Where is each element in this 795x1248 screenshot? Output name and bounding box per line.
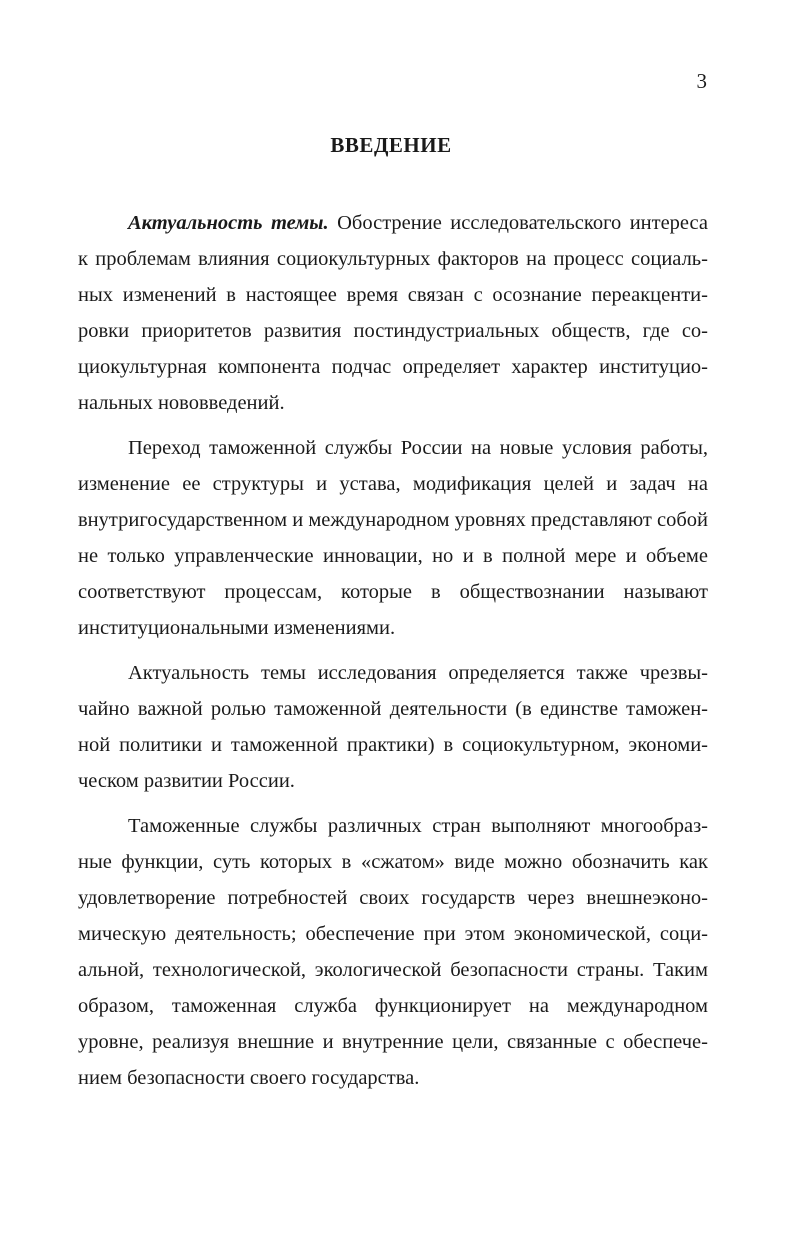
paragraph-text: Таможенные службы различных стран выполняют многообразные функции, суть которых в «сжатом» виде можно обозначить как удовлетворение потребностей своих государств через внешнеэкономическую деятельность; обеспечение при этом экономической, социальной, технологической, экологической безопасности страны. Таким образом, таможенная служба функционирует на международном уровне, реализуя внешние и внутренние цели, связанные с обеспечением безопасности своего государства. (78, 815, 708, 1089)
page-number: 3 (696, 69, 707, 93)
section-title: ВВЕДЕНИЕ (330, 133, 452, 157)
paragraph-text: Переход таможенной службы России на новые условия работы, изменение ее структуры и устава, модификация целей и задач на внутригосударственном и международном уровнях представляют собой не только управленческие инновации, но и в полной мере и объеме соответствуют процессам, которые в обществознании называют институциональными изменениями. (78, 437, 708, 639)
body-text (78, 205, 708, 1105)
paragraph-text: Актуальность темы исследования определяется также чрезвычайно важной ролью таможенной деятельности (в единстве таможенной политики и таможенной практики) в социокультурном, экономическом развитии России. (78, 662, 708, 792)
paragraph-relevance (78, 205, 708, 421)
paragraph-importance (78, 655, 708, 799)
paragraph-transition (78, 430, 708, 646)
paragraph-lead: Актуальность темы. (128, 212, 329, 234)
paragraph-text: Обострение исследовательского интереса к проблемам влияния социокультурных факторов на процесс социальных изменений в настоящее время связан с осознание переакцентировки приоритетов развития постиндустриальных обществ, где социокультурная компонента подчас определяет характер институциональных нововведений. (78, 212, 708, 414)
paragraph-functions (78, 808, 708, 1096)
